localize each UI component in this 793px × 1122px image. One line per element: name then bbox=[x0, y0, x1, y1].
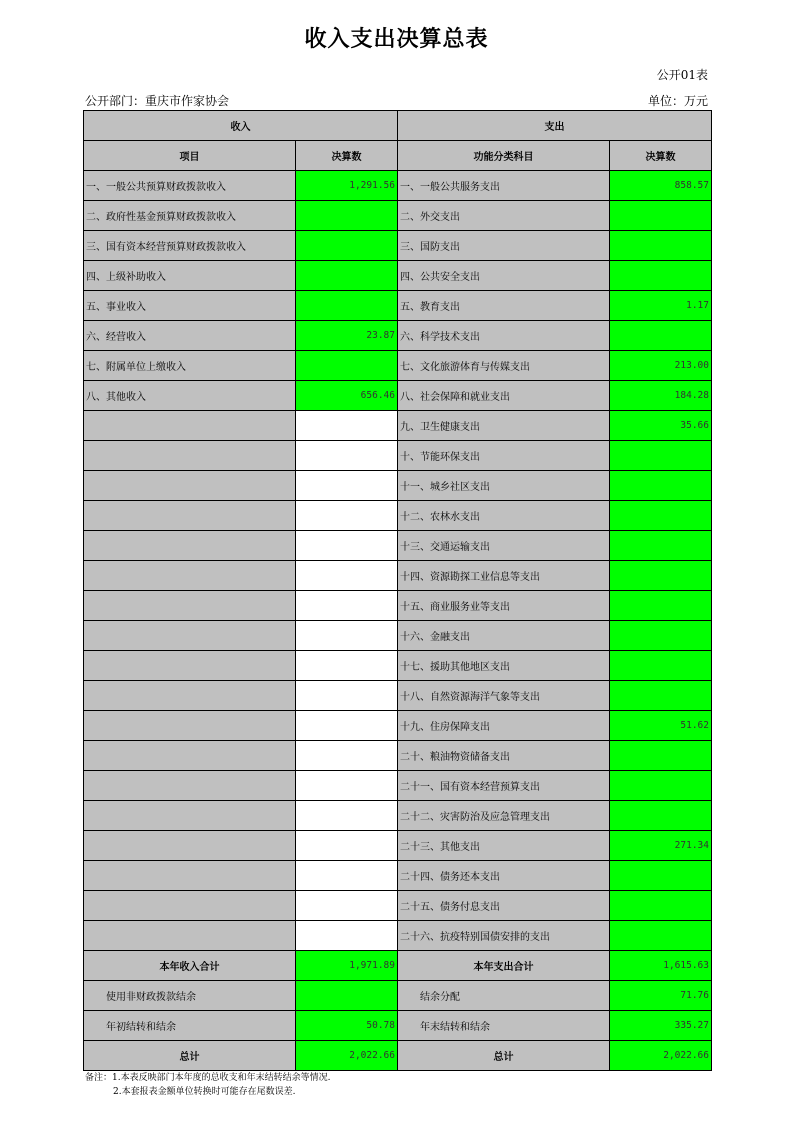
expense-item-label: 二十二、灾害防治及应急管理支出 bbox=[398, 801, 610, 831]
income-item-value bbox=[296, 771, 398, 801]
income-item-label: 四、上级补助收入 bbox=[84, 261, 296, 291]
expense-item-label: 四、公共安全支出 bbox=[398, 261, 610, 291]
income-item-value: 23.87 bbox=[296, 321, 398, 351]
expense-item-value: 271.34 bbox=[610, 831, 712, 861]
expense-item-label: 十四、资源勘探工业信息等支出 bbox=[398, 561, 610, 591]
expense-item-label: 十五、商业服务业等支出 bbox=[398, 591, 610, 621]
income-item-value bbox=[296, 651, 398, 681]
income-item-value bbox=[296, 741, 398, 771]
expense-item-label: 十一、城乡社区支出 bbox=[398, 471, 610, 501]
table-row bbox=[84, 351, 712, 381]
income-item-label bbox=[84, 561, 296, 591]
income-item-label bbox=[84, 711, 296, 741]
column-header-row bbox=[84, 141, 712, 171]
table-row bbox=[84, 861, 712, 891]
end-balance-value: 335.27 bbox=[610, 1011, 712, 1041]
income-item-label: 八、其他收入 bbox=[84, 381, 296, 411]
table-row bbox=[84, 231, 712, 261]
income-item-value bbox=[296, 801, 398, 831]
income-item-label bbox=[84, 441, 296, 471]
footnotes bbox=[85, 1071, 330, 1099]
expense-item-label: 二十三、其他支出 bbox=[398, 831, 610, 861]
expense-item-label: 九、卫生健康支出 bbox=[398, 411, 610, 441]
income-item-value bbox=[296, 921, 398, 951]
income-item-value bbox=[296, 291, 398, 321]
table-row bbox=[84, 561, 712, 591]
income-item-value bbox=[296, 891, 398, 921]
income-item-value bbox=[296, 861, 398, 891]
expense-item-value: 184.28 bbox=[610, 381, 712, 411]
expense-item-value bbox=[610, 861, 712, 891]
income-item-label bbox=[84, 741, 296, 771]
expense-item-value bbox=[610, 441, 712, 471]
expense-item-label: 十七、援助其他地区支出 bbox=[398, 651, 610, 681]
table-row bbox=[84, 411, 712, 441]
income-item-label bbox=[84, 921, 296, 951]
expense-item-value bbox=[610, 231, 712, 261]
income-item-label bbox=[84, 831, 296, 861]
grand-total-value-left: 2,022.66 bbox=[296, 1041, 398, 1071]
income-item-label bbox=[84, 501, 296, 531]
surplus-distribution-value: 71.76 bbox=[610, 981, 712, 1011]
begin-balance-label: 年初结转和结余 bbox=[84, 1011, 296, 1041]
table-row bbox=[84, 201, 712, 231]
income-item-label: 二、政府性基金预算财政拨款收入 bbox=[84, 201, 296, 231]
income-item-label bbox=[84, 891, 296, 921]
footnote-2: 2.本套报表金额单位转换时可能存在尾数误差. bbox=[113, 1087, 296, 1097]
expense-item-value: 213.00 bbox=[610, 351, 712, 381]
expense-item-value bbox=[610, 501, 712, 531]
expense-item-label: 二、外交支出 bbox=[398, 201, 610, 231]
table-row bbox=[84, 921, 712, 951]
income-header: 收入 bbox=[84, 111, 398, 141]
nonfiscal-surplus-label: 使用非财政拨款结余 bbox=[84, 981, 296, 1011]
footnote-1: 备注：1.本表反映部门本年度的总收支和年末结转结余等情况. bbox=[85, 1073, 331, 1083]
income-amount-column-header: 决算数 bbox=[296, 141, 398, 171]
table-row bbox=[84, 651, 712, 681]
expense-item-value bbox=[610, 531, 712, 561]
income-item-value bbox=[296, 591, 398, 621]
expense-item-label: 一、一般公共服务支出 bbox=[398, 171, 610, 201]
item-column-header: 项目 bbox=[84, 141, 296, 171]
end-balance-label: 年末结转和结余 bbox=[398, 1011, 610, 1041]
section-header-row bbox=[84, 111, 712, 141]
form-number: 公开01表 bbox=[656, 68, 708, 82]
year-total-row bbox=[84, 951, 712, 981]
expense-item-label: 二十一、国有资本经营预算支出 bbox=[398, 771, 610, 801]
income-item-label: 五、事业收入 bbox=[84, 291, 296, 321]
grand-total-label-right: 总计 bbox=[398, 1041, 610, 1071]
table-row bbox=[84, 621, 712, 651]
income-item-label bbox=[84, 861, 296, 891]
expense-item-label: 二十五、债务付息支出 bbox=[398, 891, 610, 921]
expense-item-label: 八、社会保障和就业支出 bbox=[398, 381, 610, 411]
income-item-value: 656.46 bbox=[296, 381, 398, 411]
table-row bbox=[84, 891, 712, 921]
expense-item-value bbox=[610, 321, 712, 351]
income-item-value bbox=[296, 531, 398, 561]
income-item-label bbox=[84, 591, 296, 621]
expense-item-label: 十六、金融支出 bbox=[398, 621, 610, 651]
expense-item-label: 二十六、抗疫特别国债安排的支出 bbox=[398, 921, 610, 951]
table-row bbox=[84, 381, 712, 411]
expense-item-value bbox=[610, 921, 712, 951]
income-item-value: 1,291.56 bbox=[296, 171, 398, 201]
table-row bbox=[84, 801, 712, 831]
income-item-value bbox=[296, 621, 398, 651]
income-item-value bbox=[296, 711, 398, 741]
income-item-label bbox=[84, 411, 296, 441]
expense-item-value bbox=[610, 261, 712, 291]
carryover-row bbox=[84, 981, 712, 1011]
unit-label: 单位：万元 bbox=[647, 94, 708, 108]
grand-total-row bbox=[84, 1041, 712, 1071]
expense-item-value bbox=[610, 741, 712, 771]
grand-total-label-left: 总计 bbox=[84, 1041, 296, 1071]
income-total-value: 1,971.89 bbox=[296, 951, 398, 981]
income-item-value bbox=[296, 231, 398, 261]
grand-total-value-right: 2,022.66 bbox=[610, 1041, 712, 1071]
table-row bbox=[84, 741, 712, 771]
table-row bbox=[84, 261, 712, 291]
income-item-label bbox=[84, 681, 296, 711]
expense-item-value bbox=[610, 621, 712, 651]
expense-item-label: 十、节能环保支出 bbox=[398, 441, 610, 471]
expense-item-label: 六、科学技术支出 bbox=[398, 321, 610, 351]
expense-item-value bbox=[610, 561, 712, 591]
expense-item-value bbox=[610, 891, 712, 921]
expense-item-value: 51.62 bbox=[610, 711, 712, 741]
expense-item-value: 858.57 bbox=[610, 171, 712, 201]
expense-item-label: 二十、粮油物资储备支出 bbox=[398, 741, 610, 771]
table-row bbox=[84, 531, 712, 561]
income-item-value bbox=[296, 441, 398, 471]
income-item-value bbox=[296, 501, 398, 531]
income-item-label bbox=[84, 771, 296, 801]
expense-item-value: 35.66 bbox=[610, 411, 712, 441]
expense-item-label: 十三、交通运输支出 bbox=[398, 531, 610, 561]
expense-item-label: 十九、住房保障支出 bbox=[398, 711, 610, 741]
income-item-label bbox=[84, 801, 296, 831]
income-item-label bbox=[84, 471, 296, 501]
income-item-value bbox=[296, 471, 398, 501]
table-row bbox=[84, 711, 712, 741]
balance-row bbox=[84, 1011, 712, 1041]
income-item-label: 六、经营收入 bbox=[84, 321, 296, 351]
expense-header: 支出 bbox=[398, 111, 712, 141]
expense-item-label: 五、教育支出 bbox=[398, 291, 610, 321]
expense-item-value bbox=[610, 651, 712, 681]
income-item-label: 三、国有资本经营预算财政拨款收入 bbox=[84, 231, 296, 261]
income-item-label bbox=[84, 621, 296, 651]
table-row bbox=[84, 831, 712, 861]
expense-item-value bbox=[610, 201, 712, 231]
income-item-value bbox=[296, 351, 398, 381]
income-total-label: 本年收入合计 bbox=[84, 951, 296, 981]
income-item-value bbox=[296, 681, 398, 711]
expense-item-value: 1.17 bbox=[610, 291, 712, 321]
page-title: 收入支出决算总表 bbox=[304, 27, 489, 52]
income-expense-table bbox=[83, 110, 712, 1071]
income-item-value bbox=[296, 261, 398, 291]
function-item-column-header: 功能分类科目 bbox=[398, 141, 610, 171]
expense-total-value: 1,615.63 bbox=[610, 951, 712, 981]
expense-item-value bbox=[610, 591, 712, 621]
table-row bbox=[84, 501, 712, 531]
table-row bbox=[84, 321, 712, 351]
expense-item-value bbox=[610, 771, 712, 801]
nonfiscal-surplus-value bbox=[296, 981, 398, 1011]
expense-item-label: 二十四、债务还本支出 bbox=[398, 861, 610, 891]
expense-total-label: 本年支出合计 bbox=[398, 951, 610, 981]
table-row bbox=[84, 681, 712, 711]
surplus-distribution-label: 结余分配 bbox=[398, 981, 610, 1011]
expense-item-value bbox=[610, 681, 712, 711]
expense-item-value bbox=[610, 471, 712, 501]
expense-item-label: 十二、农林水支出 bbox=[398, 501, 610, 531]
income-item-value bbox=[296, 201, 398, 231]
income-item-label: 一、一般公共预算财政拨款收入 bbox=[84, 171, 296, 201]
expense-item-label: 七、文化旅游体育与传媒支出 bbox=[398, 351, 610, 381]
expense-amount-column-header: 决算数 bbox=[610, 141, 712, 171]
department-label: 公开部门：重庆市作家协会 bbox=[85, 94, 230, 108]
table-row bbox=[84, 591, 712, 621]
table-row bbox=[84, 171, 712, 201]
income-item-label bbox=[84, 651, 296, 681]
income-item-label bbox=[84, 531, 296, 561]
expense-item-label: 十八、自然资源海洋气象等支出 bbox=[398, 681, 610, 711]
income-item-value bbox=[296, 561, 398, 591]
expense-item-label: 三、国防支出 bbox=[398, 231, 610, 261]
table-row bbox=[84, 291, 712, 321]
income-item-value bbox=[296, 831, 398, 861]
begin-balance-value: 50.78 bbox=[296, 1011, 398, 1041]
table-row bbox=[84, 441, 712, 471]
income-item-value bbox=[296, 411, 398, 441]
income-item-label: 七、附属单位上缴收入 bbox=[84, 351, 296, 381]
table-row bbox=[84, 471, 712, 501]
expense-item-value bbox=[610, 801, 712, 831]
table-row bbox=[84, 771, 712, 801]
